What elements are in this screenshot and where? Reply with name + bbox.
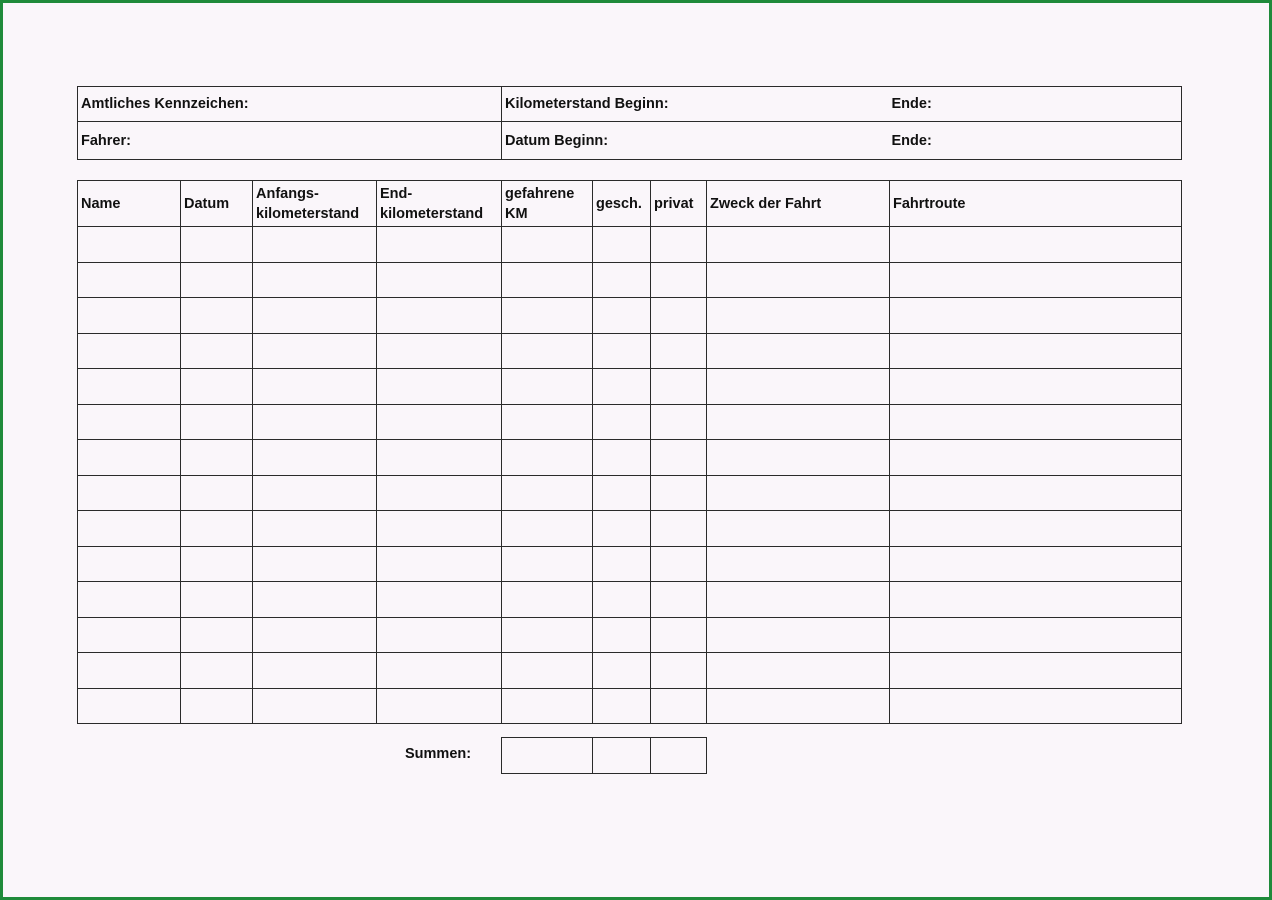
col-header-start-km: Anfangs- kilometerstand xyxy=(253,181,377,227)
table-row xyxy=(78,475,1182,511)
cell-private[interactable] xyxy=(651,617,707,653)
table-row xyxy=(78,440,1182,476)
cell-route[interactable] xyxy=(890,333,1182,369)
cell-start-km[interactable] xyxy=(253,653,377,689)
table-row xyxy=(78,546,1182,582)
table-row xyxy=(78,617,1182,653)
cell-business[interactable] xyxy=(593,227,651,263)
trip-log-table xyxy=(77,180,1182,724)
log-header-row xyxy=(78,181,1182,227)
table-row xyxy=(78,404,1182,440)
cell-start-km[interactable] xyxy=(253,475,377,511)
vehicle-header-table xyxy=(77,86,1182,160)
cell-private[interactable] xyxy=(651,546,707,582)
cell-business[interactable] xyxy=(593,511,651,547)
cell-purpose[interactable] xyxy=(707,653,890,689)
mileage-end-field[interactable] xyxy=(889,87,1182,122)
cell-route[interactable] xyxy=(890,369,1182,405)
cell-business[interactable] xyxy=(593,404,651,440)
cell-end-km[interactable] xyxy=(377,369,502,405)
driver-field[interactable] xyxy=(78,122,502,160)
cell-purpose[interactable] xyxy=(707,440,890,476)
cell-private[interactable] xyxy=(651,511,707,547)
cell-driven-km[interactable] xyxy=(502,475,593,511)
cell-purpose[interactable] xyxy=(707,582,890,618)
cell-route[interactable] xyxy=(890,475,1182,511)
cell-route[interactable] xyxy=(890,617,1182,653)
cell-name[interactable] xyxy=(78,440,181,476)
cell-driven-km[interactable] xyxy=(502,617,593,653)
table-row xyxy=(78,511,1182,547)
cell-business[interactable] xyxy=(593,262,651,298)
cell-date[interactable] xyxy=(181,475,253,511)
col-header-driven-km: gefahrene KM xyxy=(502,181,593,227)
col-header-name: Name xyxy=(78,181,181,227)
date-start-field[interactable] xyxy=(502,122,889,160)
cell-private[interactable] xyxy=(651,688,707,724)
cell-driven-km[interactable] xyxy=(502,546,593,582)
cell-start-km[interactable] xyxy=(253,617,377,653)
cell-route[interactable] xyxy=(890,582,1182,618)
log-body xyxy=(78,227,1182,724)
cell-name[interactable] xyxy=(78,333,181,369)
cell-driven-km[interactable] xyxy=(502,369,593,405)
cell-name[interactable] xyxy=(78,404,181,440)
cell-date[interactable] xyxy=(181,653,253,689)
cell-start-km[interactable] xyxy=(253,440,377,476)
cell-date[interactable] xyxy=(181,369,253,405)
cell-private[interactable] xyxy=(651,333,707,369)
date-start-label: Datum Beginn: xyxy=(505,132,609,149)
totals-table xyxy=(501,737,707,774)
cell-private[interactable] xyxy=(651,440,707,476)
cell-route[interactable] xyxy=(890,511,1182,547)
cell-private[interactable] xyxy=(651,404,707,440)
cell-route[interactable] xyxy=(890,227,1182,263)
cell-start-km[interactable] xyxy=(253,262,377,298)
total-driven-km-cell[interactable] xyxy=(502,738,593,774)
cell-business[interactable] xyxy=(593,369,651,405)
mileage-start-label: Kilometerstand Beginn: xyxy=(505,96,669,112)
table-row xyxy=(78,688,1182,724)
cell-route[interactable] xyxy=(890,688,1182,724)
cell-driven-km[interactable] xyxy=(502,688,593,724)
total-business-cell[interactable] xyxy=(593,738,651,774)
cell-business[interactable] xyxy=(593,475,651,511)
cell-business[interactable] xyxy=(593,298,651,334)
cell-date[interactable] xyxy=(181,262,253,298)
table-row xyxy=(78,653,1182,689)
cell-route[interactable] xyxy=(890,262,1182,298)
cell-start-km[interactable] xyxy=(253,546,377,582)
cell-date[interactable] xyxy=(181,404,253,440)
cell-name[interactable] xyxy=(78,653,181,689)
table-row xyxy=(78,582,1182,618)
cell-date[interactable] xyxy=(181,298,253,334)
col-header-private: privat xyxy=(651,181,707,227)
cell-date[interactable] xyxy=(181,511,253,547)
totals-label: Summen: xyxy=(405,746,472,762)
cell-start-km[interactable] xyxy=(253,227,377,263)
cell-driven-km[interactable] xyxy=(502,404,593,440)
cell-name[interactable] xyxy=(78,511,181,547)
col-header-purpose: Zweck der Fahrt xyxy=(707,181,890,227)
cell-driven-km[interactable] xyxy=(502,298,593,334)
cell-route[interactable] xyxy=(890,653,1182,689)
driver-label: Fahrer: xyxy=(81,132,131,149)
cell-private[interactable] xyxy=(651,653,707,689)
cell-end-km[interactable] xyxy=(377,404,502,440)
totals-row xyxy=(502,738,707,774)
cell-end-km[interactable] xyxy=(377,262,502,298)
cell-start-km[interactable] xyxy=(253,298,377,334)
cell-end-km[interactable] xyxy=(377,617,502,653)
date-end-label: Ende: xyxy=(891,132,932,149)
cell-start-km[interactable] xyxy=(253,582,377,618)
cell-purpose[interactable] xyxy=(707,404,890,440)
col-header-date: Datum xyxy=(181,181,253,227)
cell-private[interactable] xyxy=(651,227,707,263)
cell-name[interactable] xyxy=(78,688,181,724)
cell-route[interactable] xyxy=(890,298,1182,334)
cell-driven-km[interactable] xyxy=(502,333,593,369)
cell-end-km[interactable] xyxy=(377,333,502,369)
cell-route[interactable] xyxy=(890,546,1182,582)
license-plate-label: Amtliches Kennzeichen: xyxy=(81,96,249,112)
cell-driven-km[interactable] xyxy=(502,227,593,263)
cell-name[interactable] xyxy=(78,617,181,653)
cell-business[interactable] xyxy=(593,617,651,653)
cell-purpose[interactable] xyxy=(707,369,890,405)
table-row xyxy=(78,262,1182,298)
cell-name[interactable] xyxy=(78,369,181,405)
cell-purpose[interactable] xyxy=(707,227,890,263)
cell-purpose[interactable] xyxy=(707,262,890,298)
cell-purpose[interactable] xyxy=(707,298,890,334)
cell-date[interactable] xyxy=(181,546,253,582)
cell-start-km[interactable] xyxy=(253,688,377,724)
table-row xyxy=(78,227,1182,263)
cell-end-km[interactable] xyxy=(377,546,502,582)
cell-start-km[interactable] xyxy=(253,333,377,369)
cell-purpose[interactable] xyxy=(707,688,890,724)
cell-name[interactable] xyxy=(78,262,181,298)
total-private-cell[interactable] xyxy=(651,738,707,774)
cell-business[interactable] xyxy=(593,440,651,476)
cell-date[interactable] xyxy=(181,617,253,653)
col-header-business: gesch. xyxy=(593,181,651,227)
cell-end-km[interactable] xyxy=(377,298,502,334)
cell-driven-km[interactable] xyxy=(502,440,593,476)
cell-route[interactable] xyxy=(890,440,1182,476)
cell-private[interactable] xyxy=(651,369,707,405)
cell-date[interactable] xyxy=(181,333,253,369)
cell-private[interactable] xyxy=(651,298,707,334)
cell-start-km[interactable] xyxy=(253,404,377,440)
cell-start-km[interactable] xyxy=(253,369,377,405)
cell-business[interactable] xyxy=(593,688,651,724)
cell-name[interactable] xyxy=(78,582,181,618)
cell-name[interactable] xyxy=(78,546,181,582)
col-header-route: Fahrtroute xyxy=(890,181,1182,227)
license-plate-field[interactable] xyxy=(78,87,502,122)
cell-date[interactable] xyxy=(181,582,253,618)
cell-end-km[interactable] xyxy=(377,440,502,476)
cell-date[interactable] xyxy=(181,440,253,476)
cell-business[interactable] xyxy=(593,653,651,689)
cell-end-km[interactable] xyxy=(377,582,502,618)
cell-purpose[interactable] xyxy=(707,511,890,547)
cell-private[interactable] xyxy=(651,475,707,511)
cell-driven-km[interactable] xyxy=(502,582,593,618)
mileage-start-field[interactable] xyxy=(502,87,889,122)
cell-date[interactable] xyxy=(181,688,253,724)
cell-end-km[interactable] xyxy=(377,475,502,511)
cell-end-km[interactable] xyxy=(377,653,502,689)
cell-business[interactable] xyxy=(593,546,651,582)
cell-end-km[interactable] xyxy=(377,511,502,547)
cell-business[interactable] xyxy=(593,333,651,369)
table-row xyxy=(78,298,1182,334)
col-header-end-km: End- kilometerstand xyxy=(377,181,502,227)
cell-driven-km[interactable] xyxy=(502,262,593,298)
table-row xyxy=(78,333,1182,369)
date-end-field[interactable] xyxy=(889,122,1182,160)
cell-name[interactable] xyxy=(78,475,181,511)
cell-start-km[interactable] xyxy=(253,511,377,547)
cell-purpose[interactable] xyxy=(707,617,890,653)
table-row xyxy=(78,369,1182,405)
cell-route[interactable] xyxy=(890,404,1182,440)
cell-purpose[interactable] xyxy=(707,475,890,511)
cell-private[interactable] xyxy=(651,262,707,298)
cell-driven-km[interactable] xyxy=(502,653,593,689)
mileage-end-label: Ende: xyxy=(891,96,932,112)
cell-private[interactable] xyxy=(651,582,707,618)
cell-name[interactable] xyxy=(78,298,181,334)
cell-purpose[interactable] xyxy=(707,546,890,582)
cell-name[interactable] xyxy=(78,227,181,263)
cell-business[interactable] xyxy=(593,582,651,618)
cell-driven-km[interactable] xyxy=(502,511,593,547)
cell-end-km[interactable] xyxy=(377,688,502,724)
cell-date[interactable] xyxy=(181,227,253,263)
cell-purpose[interactable] xyxy=(707,333,890,369)
cell-end-km[interactable] xyxy=(377,227,502,263)
